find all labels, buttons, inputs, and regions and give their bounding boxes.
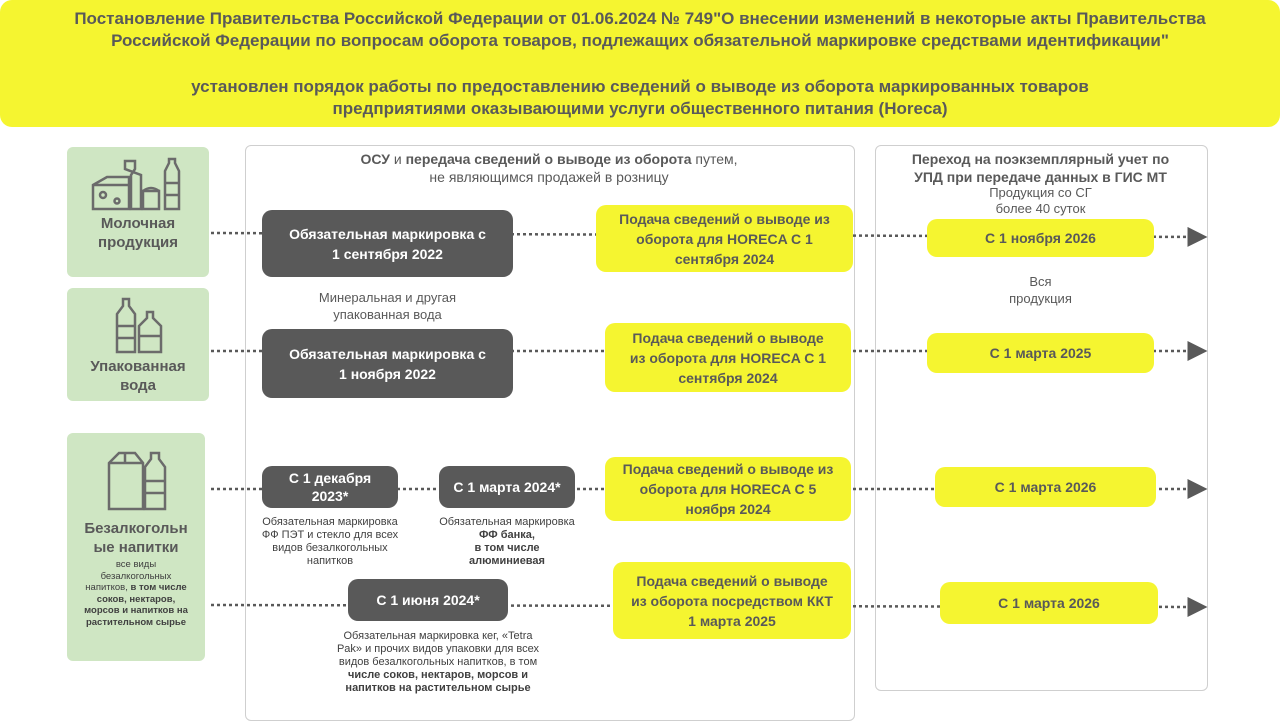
category-dairy <box>67 147 209 277</box>
category-dairy-label-2: продукция <box>98 234 178 251</box>
banner-subtitle-line-1: установлен порядок работы по предоставлению сведений о выводе из оборота маркированных товаров <box>191 77 1089 96</box>
horeca-drinks-box: Подача сведений о выводе из оборота для HORECA С 5 ноября 2024 <box>605 457 851 521</box>
drinks-mar-2024-note: Обязательная маркировка ФФ банка, в том числе алюминиевая <box>439 516 575 567</box>
category-dairy-label-1: Молочная <box>100 215 176 232</box>
category-water-label-2: вода <box>120 377 156 394</box>
drinks-desc-7: растительном сырье <box>85 616 187 628</box>
right-kkt-date-box: С 1 марта 2026 <box>940 582 1158 624</box>
right-panel-header: Переход на поэкземплярный учет по УПД при передаче данных в ГИС МТ <box>911 151 1170 185</box>
category-drinks-description <box>67 559 205 628</box>
horeca-dairy-box: Подача сведений о выводе из оборота для HORECA С 1 сентября 2024 <box>596 205 853 272</box>
dairy-products-icon <box>89 155 189 211</box>
right-all-products-note: Вся продукция <box>1009 274 1072 306</box>
right-drinks-date-box: С 1 марта 2026 <box>935 467 1156 507</box>
water-bottles-icon <box>111 296 167 354</box>
right-water-date-box: С 1 марта 2025 <box>927 333 1154 373</box>
drinks-mar-2024-box: С 1 марта 2024* <box>439 466 575 508</box>
right-sg-note: Продукция со СГ более 40 суток <box>989 185 1092 216</box>
right-dairy-date-box: С 1 ноября 2026 <box>927 219 1154 257</box>
juice-bottles-icon <box>105 449 169 511</box>
drinks-desc-6: морсов и напитков на <box>84 605 188 616</box>
drinks-desc-2: безалкогольных <box>100 570 172 582</box>
drinks-desc-1: все виды <box>115 559 157 570</box>
drinks-dec-2023-note: Обязательная маркировка ФФ ПЭТ и стекло для всех видов безалкогольных напитков <box>261 516 399 567</box>
banner-title-line-1: Постановление Правительства Российской Федерации от 01.06.2024 № 749"О внесении изменений в некоторые акты Правительства <box>74 9 1206 28</box>
water-note: Минеральная и другая упакованная вода <box>318 290 457 322</box>
drinks-desc-3: напитков, в том числе <box>85 582 187 593</box>
drinks-dec-2023-box: С 1 декабря 2023* <box>262 466 398 508</box>
category-water <box>67 288 209 401</box>
category-drinks-label-2: ые напитки <box>93 539 179 556</box>
drinks-jun-2024-note: Обязательная маркировка кег, «Tetra Pak» и прочих видов упаковки для всех видов безалкогольных напитков, в том числе соков, нектаров, морсов и напитков на растительном сырье <box>336 630 540 694</box>
banner-subtitle-line-2: предприятиями оказывающими услуги общественного питания (Horeca) <box>332 99 948 118</box>
dairy-marking-box: Обязательная маркировка с 1 сентября 2022 <box>262 210 513 277</box>
water-marking-box: Обязательная маркировка с 1 ноября 2022 <box>262 329 513 398</box>
category-water-label-1: Упакованная <box>90 358 186 375</box>
banner-title-line-2: Российской Федерации по вопросам оборота товаров, подлежащих обязательной маркировке средствами идентификации" <box>111 31 1169 50</box>
category-drinks-label-1: Безалкогольн <box>84 520 188 537</box>
drinks-jun-2024-box: С 1 июня 2024* <box>348 579 508 621</box>
drinks-desc-5: соков, нектаров, <box>96 593 176 605</box>
middle-panel-header: ОСУ и передача сведений о выводе из оборота путем, не являющимся продажей в розницу <box>360 151 738 185</box>
horeca-kkt-box: Подача сведений о выводе из оборота посредством ККТ 1 марта 2025 <box>613 562 851 639</box>
horeca-water-box: Подача сведений о выводе из оборота для HORECA С 1 сентября 2024 <box>605 323 851 392</box>
category-soft-drinks <box>67 433 205 661</box>
